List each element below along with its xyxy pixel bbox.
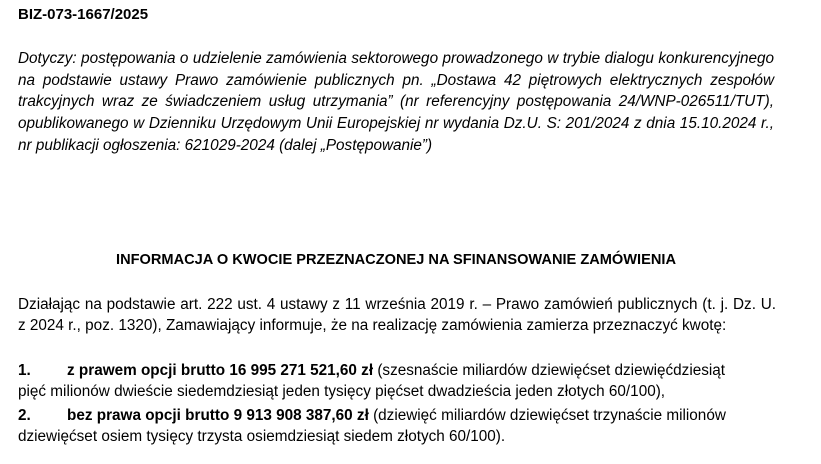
item-body — [18, 405, 776, 448]
item-amount-words-line2: pięć milionów dwieście siedemdziesiąt jeden tysięcy pięćset dwadzieścia jeden złotych 60/100), — [18, 383, 666, 401]
amount-item-without-option — [18, 405, 776, 448]
item-number: 2. — [18, 407, 31, 424]
intro-paragraph: Działając na podstawie art. 222 ust. 4 ustawy z 11 września 2019 r. – Prawo zamówień publicznych (t. j. Dz. U. z 2024 r., poz. 1320), Zamawiający informuje, że na realizację zamówienia zamierza przeznaczyć kwotę: — [18, 296, 776, 335]
item-amount: bez prawa opcji brutto 9 913 908 387,60 zł — [67, 407, 369, 424]
item-amount-words-line1: (szesnaście miliardów dziewięćset dziewięćdziesiąt — [373, 362, 726, 379]
item-number: 1. — [18, 362, 31, 379]
item-body — [18, 360, 776, 403]
item-amount-words-line2: dziewięćset osiem tysięcy trzysta osiemdziesiąt siedem złotych 60/100). — [18, 428, 506, 446]
amount-item-with-option — [18, 360, 776, 403]
item-amount: z prawem opcji brutto 16 995 271 521,60 zł — [67, 362, 374, 379]
reference-number: BIZ-073-1667/2025 — [18, 6, 149, 23]
document-heading: INFORMACJA O KWOCIE PRZEZNACZONEJ NA SFINANSOWANIE ZAMÓWIENIA — [116, 252, 676, 268]
subject-paragraph: Dotyczy: postępowania o udzielenie zamówienia sektorowego prowadzonego w trybie dialogu konkurencyjnego na podstawie ustawy Prawo zamówienie publicznych pn. „Dostawa 42 piętrowych elektrycznych zespołów trakcyjnych wraz ze świadczeniem usług utrzymania” (nr referencyjny postępowania 24/WNP-026511/TUT), opublikowanego w Dzienniku Urzędowym Unii Europejskiej nr wydania Dz.U. S: 201/2024 z dnia 15.10.2024 r., nr publikacji ogłoszenia: 621029-2024 (dalej „Postępowanie”) — [18, 50, 774, 154]
item-amount-words-line1: (dziewięć miliardów dziewięćset trzynaście milionów — [368, 407, 726, 424]
